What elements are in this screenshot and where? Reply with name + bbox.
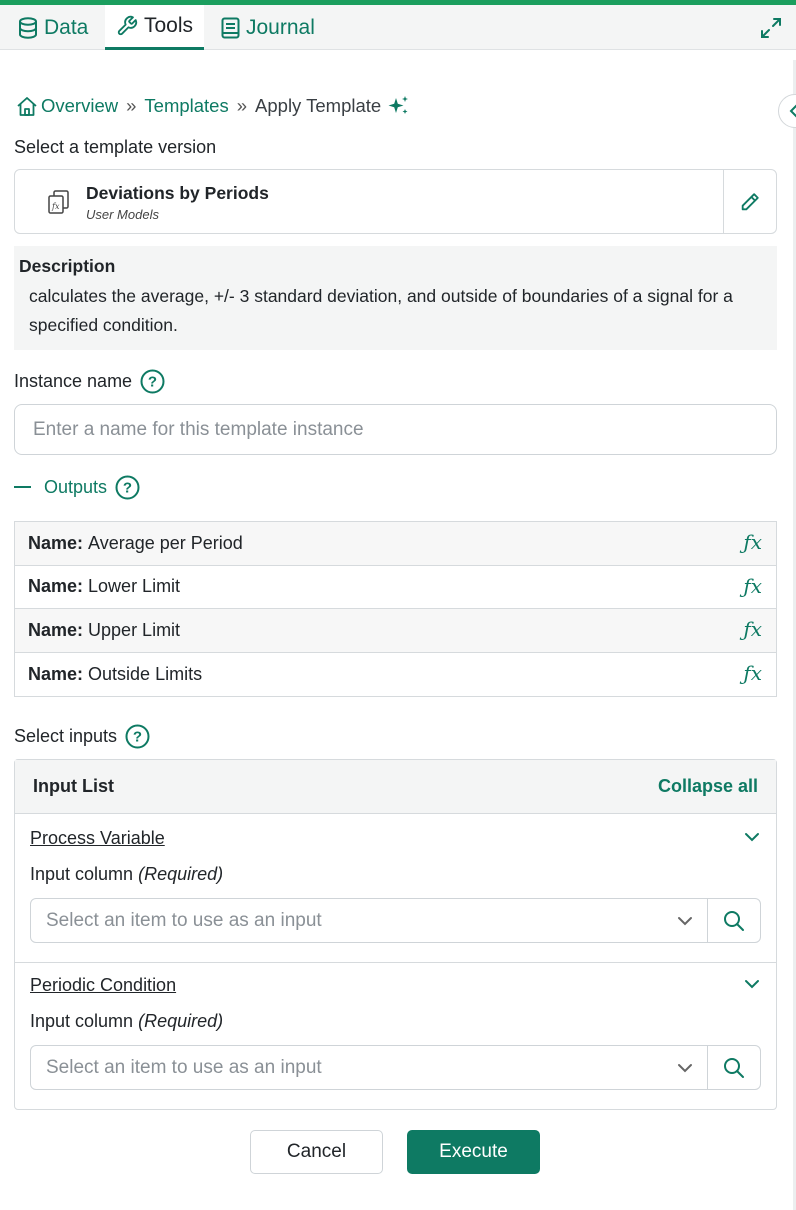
output-name-prefix: Name: <box>28 619 84 640</box>
breadcrumb-overview[interactable]: Overview <box>41 95 119 116</box>
breadcrumb <box>16 92 410 120</box>
formula-icon[interactable]: ƒx <box>743 530 762 554</box>
instance-name-label <box>14 369 165 394</box>
formula-icon[interactable]: ƒx <box>743 573 762 598</box>
chevron-down-icon[interactable] <box>676 912 694 930</box>
output-name-prefix: Name: <box>28 576 84 597</box>
cancel-button[interactable]: Cancel <box>250 1130 383 1174</box>
database-icon <box>18 17 38 39</box>
template-version-name: Deviations by Periods <box>86 183 269 203</box>
template-version-label-text: Select a template version <box>14 137 217 157</box>
input-select-placeholder: Select an item to use as an input <box>46 1057 322 1078</box>
input-column-label <box>30 1011 223 1032</box>
tab-tools-label: Tools <box>143 14 194 37</box>
instance-name-label-text: Instance name <box>14 371 133 391</box>
sparkle-icon <box>386 95 410 117</box>
input-column-label-text: Input column <box>30 1011 134 1031</box>
help-icon[interactable] <box>140 369 165 394</box>
search-button[interactable] <box>707 899 760 942</box>
help-icon[interactable] <box>125 724 150 749</box>
description-text: calculates the average, +/- 3 standard deviation, and outside of boundaries of a signal for a specified condition. <box>29 286 733 335</box>
input-variable-name[interactable]: Process Variable <box>30 828 165 848</box>
select-inputs-label-text: Select inputs <box>14 726 118 746</box>
execute-button[interactable]: Execute <box>407 1130 540 1174</box>
input-section-periodic-condition <box>15 962 776 1110</box>
chevron-down-icon[interactable] <box>676 1059 694 1077</box>
input-column-label-text: Input column <box>30 864 134 884</box>
home-icon[interactable] <box>16 96 38 117</box>
breadcrumb-templates[interactable]: Templates <box>144 95 229 116</box>
output-row <box>15 522 776 566</box>
tab-data-label: Data <box>44 15 89 39</box>
input-select-placeholder: Select an item to use as an input <box>46 910 322 931</box>
output-name-prefix: Name: <box>28 663 84 684</box>
output-name: Average per Period <box>88 532 243 553</box>
search-button[interactable] <box>707 1046 760 1089</box>
template-formula-icon <box>47 188 71 216</box>
description-title: Description <box>19 256 116 276</box>
input-list-title: Input List <box>33 776 114 796</box>
edit-template-button[interactable] <box>723 170 776 233</box>
output-name: Outside Limits <box>88 663 203 684</box>
input-list <box>14 759 777 1110</box>
collapse-dash-icon <box>14 486 31 488</box>
output-name: Lower Limit <box>88 576 181 597</box>
output-row <box>15 609 776 653</box>
outputs-label: Outputs <box>44 476 108 497</box>
input-select[interactable] <box>30 898 761 943</box>
input-variable-name[interactable]: Periodic Condition <box>30 975 177 995</box>
tab-journal[interactable] <box>221 5 315 50</box>
pencil-icon <box>739 191 761 213</box>
search-icon <box>723 1057 745 1079</box>
collapse-all-button[interactable]: Collapse all <box>657 776 758 796</box>
template-version-subtitle: User Models <box>86 207 159 222</box>
input-list-header <box>15 760 776 814</box>
output-name: Upper Limit <box>88 619 181 640</box>
output-row <box>15 653 776 697</box>
formula-icon[interactable]: ƒx <box>743 617 762 641</box>
chevron-down-icon[interactable] <box>744 829 760 845</box>
svg-text:?: ? <box>132 728 143 746</box>
svg-text:?: ? <box>122 479 133 496</box>
tab-data[interactable] <box>18 5 88 50</box>
input-column-label <box>30 864 223 885</box>
chevron-left-icon <box>787 103 796 119</box>
required-marker: (Required) <box>138 864 224 884</box>
help-icon[interactable] <box>115 475 140 500</box>
wrench-icon <box>116 15 138 37</box>
journal-icon <box>221 17 240 39</box>
breadcrumb-current: Apply Template <box>255 95 382 116</box>
input-select[interactable] <box>30 1045 761 1090</box>
tab-journal-label: Journal <box>246 15 315 39</box>
svg-text:?: ? <box>147 373 158 391</box>
description-box <box>14 246 777 350</box>
instance-name-input[interactable] <box>14 404 777 455</box>
breadcrumb-separator: » <box>236 95 248 116</box>
expand-icon[interactable] <box>760 17 782 39</box>
formula-icon[interactable]: ƒx <box>743 660 762 685</box>
svg-text:fx: fx <box>52 202 60 211</box>
template-version-label <box>14 137 216 158</box>
collapse-panel-handle[interactable] <box>778 94 796 128</box>
output-name-prefix: Name: <box>28 532 84 553</box>
chevron-down-icon[interactable] <box>744 976 760 992</box>
input-section-process-variable <box>15 815 776 963</box>
template-version-card[interactable] <box>14 169 777 234</box>
tab-bar <box>0 5 796 50</box>
select-inputs-label <box>14 724 150 749</box>
required-marker: (Required) <box>138 1011 224 1031</box>
output-row <box>15 566 776 610</box>
outputs-toggle[interactable] <box>14 473 140 501</box>
outputs-table <box>14 521 777 697</box>
tab-tools[interactable] <box>105 5 204 50</box>
search-icon <box>723 910 745 932</box>
breadcrumb-separator: » <box>126 95 137 116</box>
